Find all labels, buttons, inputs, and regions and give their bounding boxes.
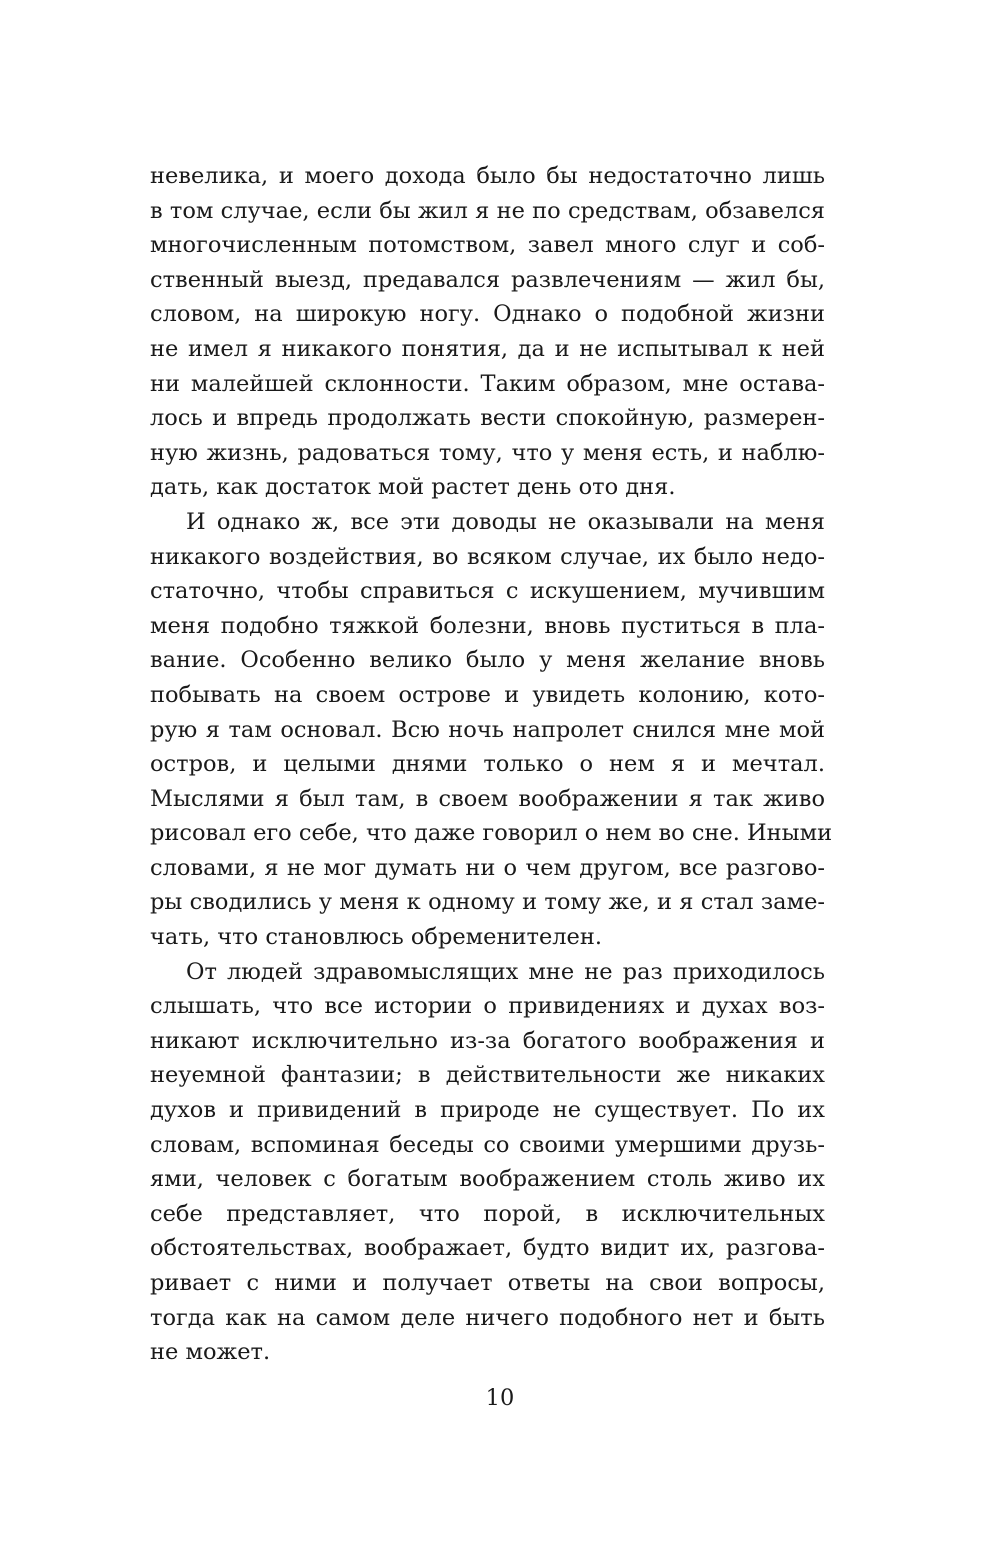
text-line: ни малейшей склонности. Таким образом, мне остава- [150, 370, 825, 397]
text-line: тогда как на самом деле ничего подобного нет и быть [150, 1304, 825, 1331]
text-line: никают исключительно из-за богатого воображения и [150, 1027, 825, 1054]
text-line: обстоятельствах, воображает, будто видит их, разгова- [150, 1235, 825, 1262]
text-line: слышать, что все истории о привидениях и духах воз- [150, 993, 825, 1020]
text-line: остров, и целыми днями только о нем я и мечтал. [150, 751, 825, 778]
text-line: рисовал его себе, что даже говорил о нем во сне. Иными [150, 820, 833, 847]
text-line: себе представляет, что порой, в исключительных [150, 1200, 825, 1227]
text-line: ривает с ними и получает ответы на свои вопросы, [150, 1270, 825, 1296]
text-line: неуемной фантазии; в действительности же никаких [150, 1062, 825, 1089]
text-line: вание. Особенно велико было у меня желание вновь [150, 647, 825, 674]
text-line: в том случае, если бы жил я не по средствам, обзавелся [150, 197, 825, 224]
text-line: От людей здравомыслящих мне не раз приходилось [186, 958, 825, 985]
text-line: ную жизнь, радоваться тому, что у меня есть, и наблю- [150, 439, 825, 466]
text-line: лось и впредь продолжать вести спокойную, размерен- [150, 405, 825, 432]
paragraph [150, 159, 825, 505]
text-line: ры сводились у меня к одному и тому же, и я стал заме- [150, 889, 825, 916]
text-line: невелика, и моего дохода было бы недостаточно лишь [150, 163, 825, 189]
text-line: никакого воздействия, во всяком случае, их было недо- [150, 543, 825, 570]
text-line: меня подобно тяжкой болезни, вновь пуститься в пла- [150, 612, 825, 639]
paragraph [150, 955, 825, 1370]
text-line: словами, я не мог думать ни о чем другом, все разгово- [150, 854, 825, 881]
text-line: словом, на широкую ногу. Однако о подобной жизни [150, 301, 825, 328]
text-line: побывать на своем острове и увидеть колонию, кото- [150, 681, 825, 708]
text-line: не имел я никакого понятия, да и не испытывал к ней [150, 335, 825, 362]
text-line: Мыслями я был там, в своем воображении я так живо [150, 785, 825, 812]
text-line: дать, как достаток мой растет день ото дня. [150, 474, 676, 501]
text-line: чать, что становлюсь обременителен. [150, 924, 603, 951]
text-line: ственный выезд, предавался развлечениям — жил бы, [150, 266, 825, 293]
text-line: не может. [150, 1339, 271, 1366]
page-number: 10 [485, 1385, 515, 1411]
text-line: ями, человек с богатым воображением столь живо их [150, 1166, 825, 1193]
text-line: статочно, чтобы справиться с искушением, мучившим [150, 578, 825, 605]
text-line: духов и привидений в природе не существует. По их [150, 1097, 825, 1124]
book-page-text [150, 159, 833, 1370]
text-line: И однако ж, все эти доводы не оказывали на меня [186, 508, 825, 535]
text-line: многочисленным потомством, завел много слуг и соб- [150, 232, 825, 259]
text-line: рую я там основал. Всю ночь напролет снился мне мой [150, 716, 825, 743]
text-line: словам, вспоминая беседы со своими умершими друзь- [150, 1131, 825, 1158]
paragraph [150, 505, 833, 955]
